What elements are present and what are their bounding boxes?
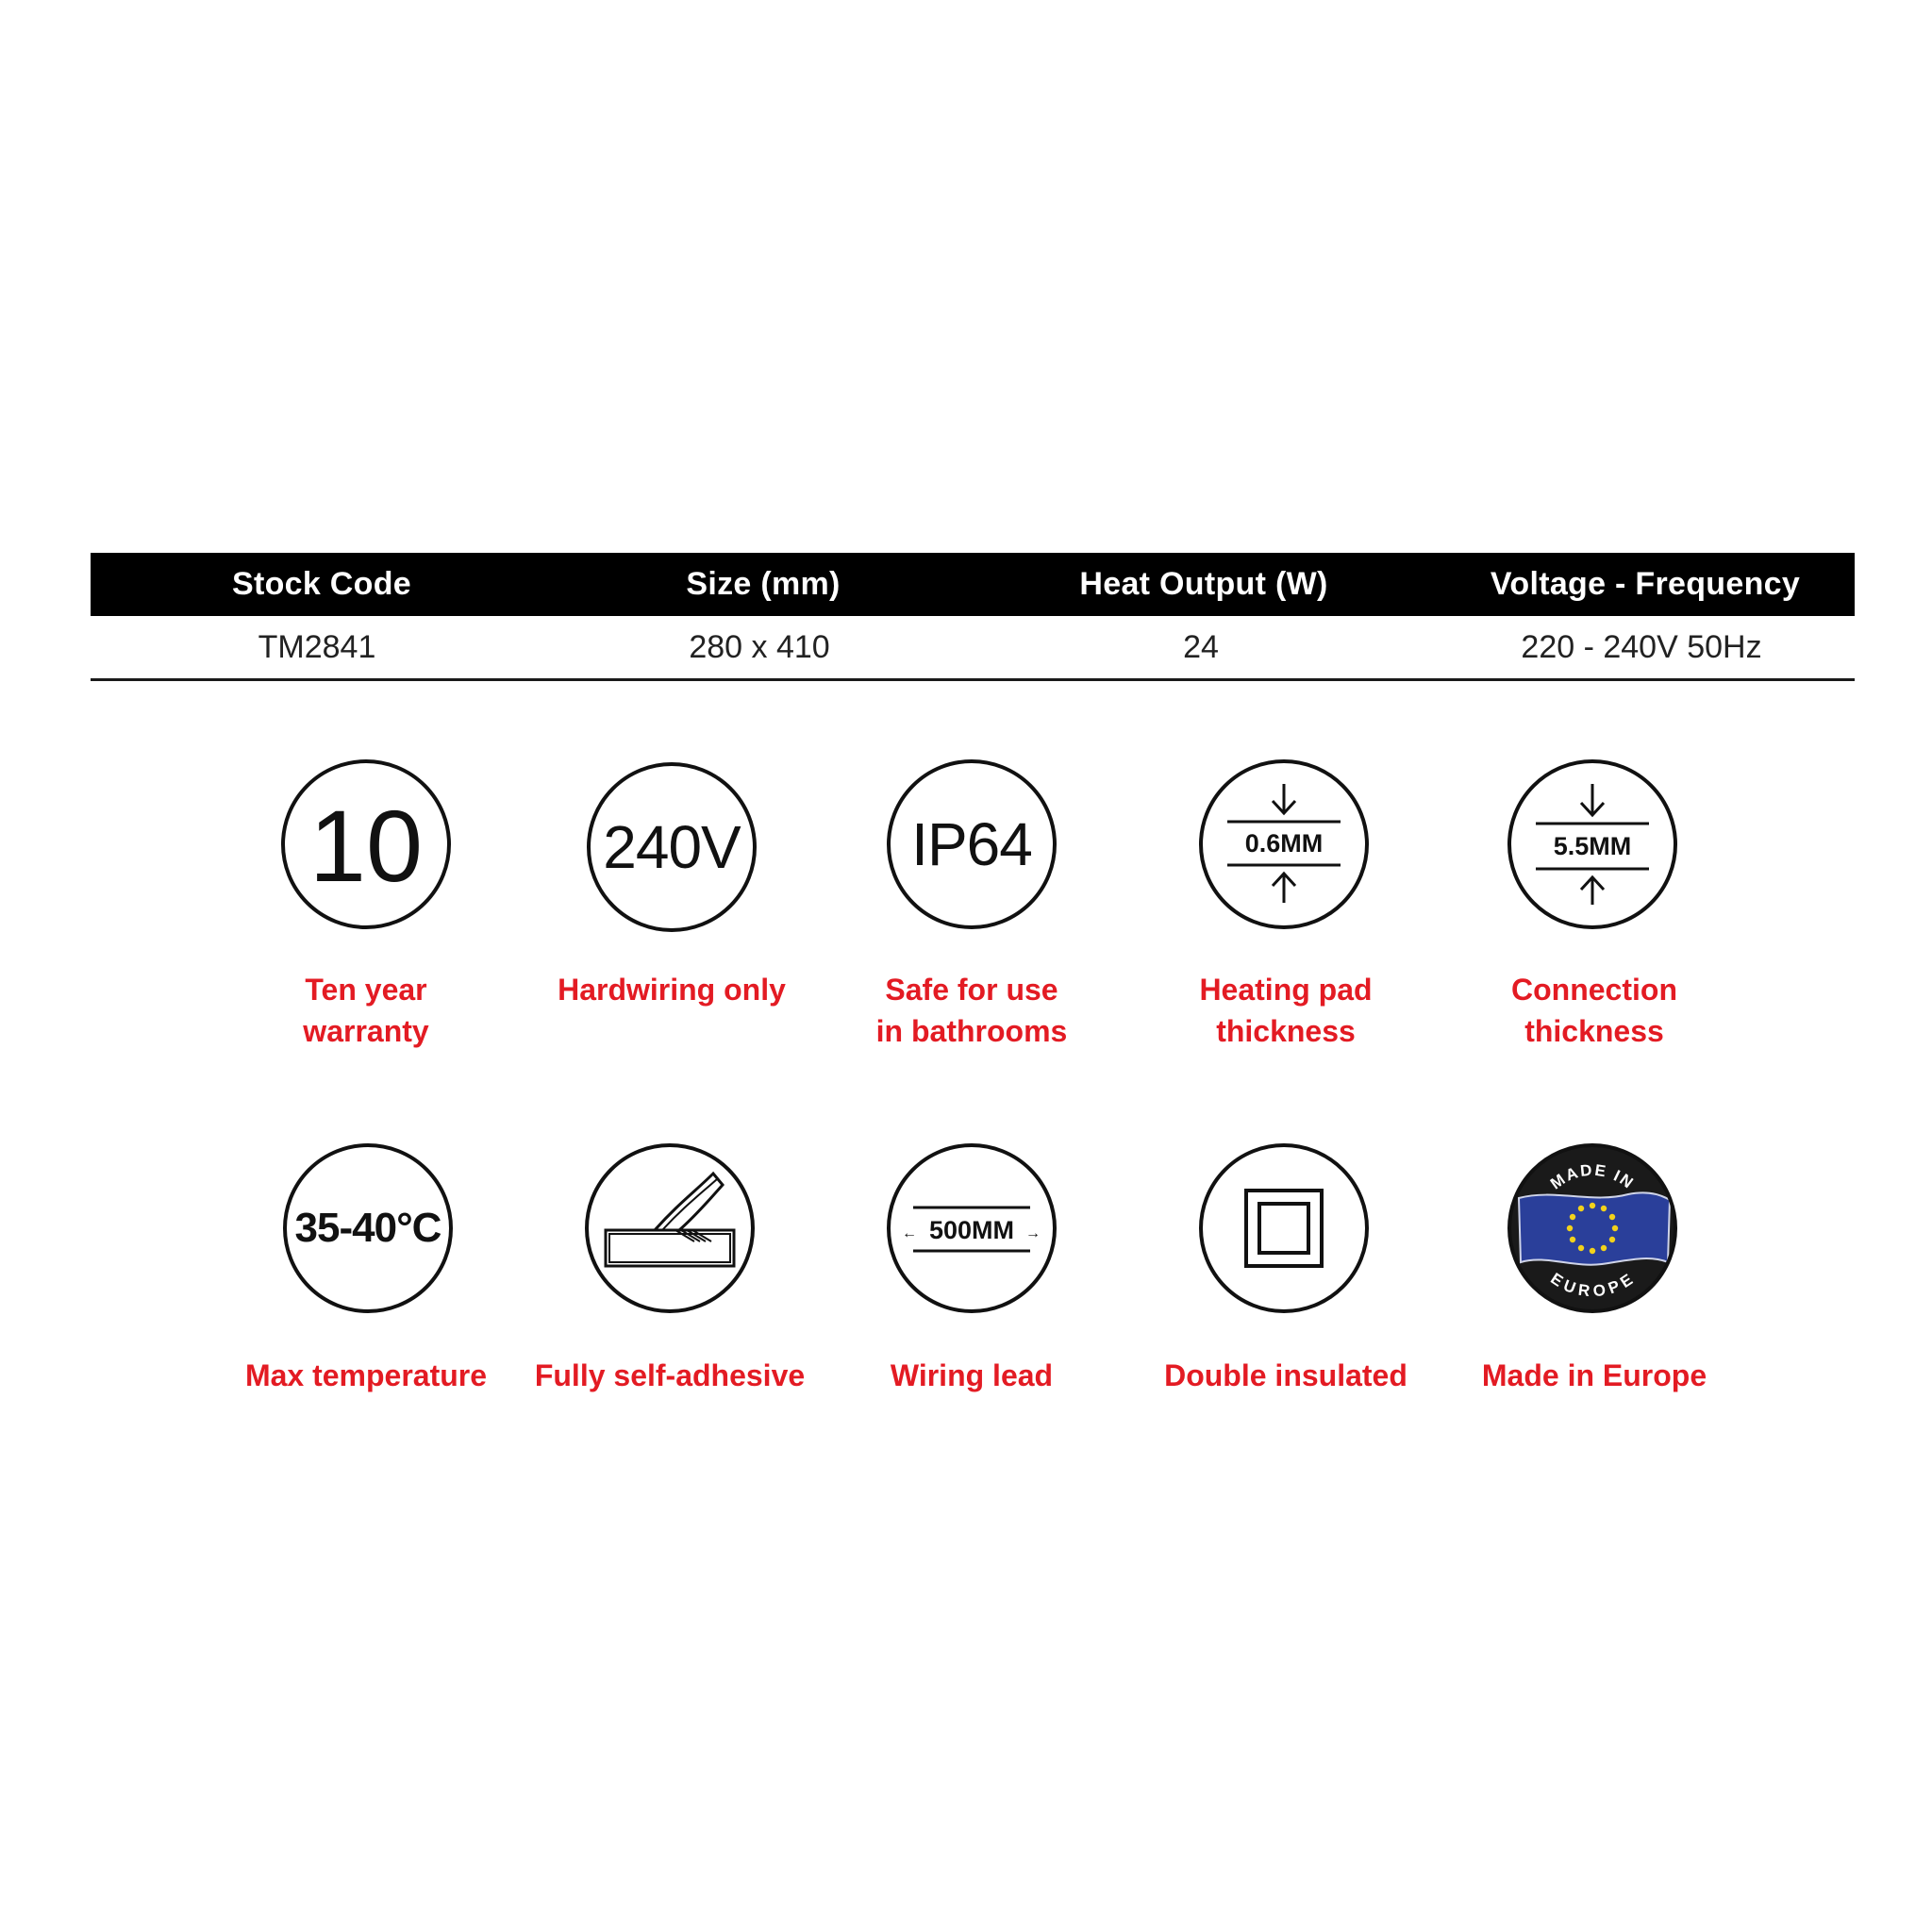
voltage-text: 240V — [603, 813, 741, 881]
header-size: Size (mm) — [686, 566, 841, 602]
cell-voltage-frequency: 220 - 240V 50Hz — [1521, 628, 1762, 665]
label-max-temperature — [225, 1355, 508, 1396]
connection-thickness-icon — [1507, 759, 1677, 929]
pad-thickness-icon — [1199, 759, 1369, 929]
label-line: Double insulated — [1164, 1358, 1407, 1392]
header-stock-code: Stock Code — [231, 566, 412, 602]
label-line: thickness — [1524, 1014, 1664, 1048]
cell-size: 280 x 410 — [689, 628, 830, 665]
label-heating-pad-thickness — [1144, 969, 1427, 1052]
label-line: warranty — [303, 1014, 429, 1048]
label-ten-year-warranty — [225, 969, 508, 1052]
spec-table — [91, 553, 1855, 681]
ten-year-warranty-icon — [281, 759, 451, 929]
temperature-text: 35-40°C — [294, 1205, 441, 1251]
label-double-insulated — [1144, 1355, 1427, 1396]
header-heat-output: Heat Output (W) — [1079, 566, 1328, 602]
svg-text:←: ← — [902, 1225, 917, 1241]
cell-heat-output: 24 — [1183, 628, 1219, 665]
label-line: Heating pad — [1199, 973, 1373, 1007]
label-line: Connection — [1511, 973, 1677, 1007]
label-self-adhesive — [528, 1355, 811, 1396]
wiring-lead-icon — [887, 1143, 1057, 1313]
label-connection-thickness — [1453, 969, 1736, 1052]
label-hardwiring-only — [530, 969, 813, 1010]
label-line: thickness — [1216, 1014, 1356, 1048]
connection-thickness-text: 5.5MM — [1553, 832, 1632, 860]
label-line: Made in Europe — [1481, 1358, 1707, 1392]
ip64-rating-icon — [887, 759, 1057, 929]
svg-text:→: → — [1025, 1225, 1041, 1241]
self-adhesive-icon — [585, 1143, 755, 1313]
label-line: Hardwiring only — [558, 973, 786, 1007]
spec-table-header — [91, 553, 1855, 616]
label-line: Ten year — [305, 973, 427, 1007]
max-temperature-icon — [283, 1143, 453, 1313]
ip-rating-text: IP64 — [911, 810, 1032, 878]
label-line: Safe for use — [885, 973, 1058, 1007]
voltage-240v-icon — [587, 762, 757, 932]
label-line: Max temperature — [244, 1358, 488, 1392]
label-line: Wiring lead — [890, 1358, 1054, 1392]
made-in-europe-icon — [1507, 1143, 1677, 1313]
double-insulated-icon — [1199, 1143, 1369, 1313]
pad-thickness-text: 0.6MM — [1244, 829, 1324, 858]
table-row — [91, 616, 1855, 681]
wiring-lead-text: 500MM — [928, 1216, 1015, 1244]
label-made-in-europe — [1453, 1355, 1736, 1396]
badge-bottom-text: EUROPE — [1547, 1269, 1638, 1301]
cell-stock-code: TM2841 — [258, 628, 376, 665]
header-voltage-frequency: Voltage - Frequency — [1490, 566, 1801, 602]
label-line: in bathrooms — [875, 1014, 1068, 1048]
warranty-number: 10 — [308, 789, 424, 903]
label-wiring-lead — [830, 1355, 1113, 1396]
label-safe-bathrooms — [830, 969, 1113, 1052]
badge-top-text: MADE IN — [1547, 1160, 1639, 1193]
label-line: Fully self-adhesive — [534, 1358, 806, 1392]
